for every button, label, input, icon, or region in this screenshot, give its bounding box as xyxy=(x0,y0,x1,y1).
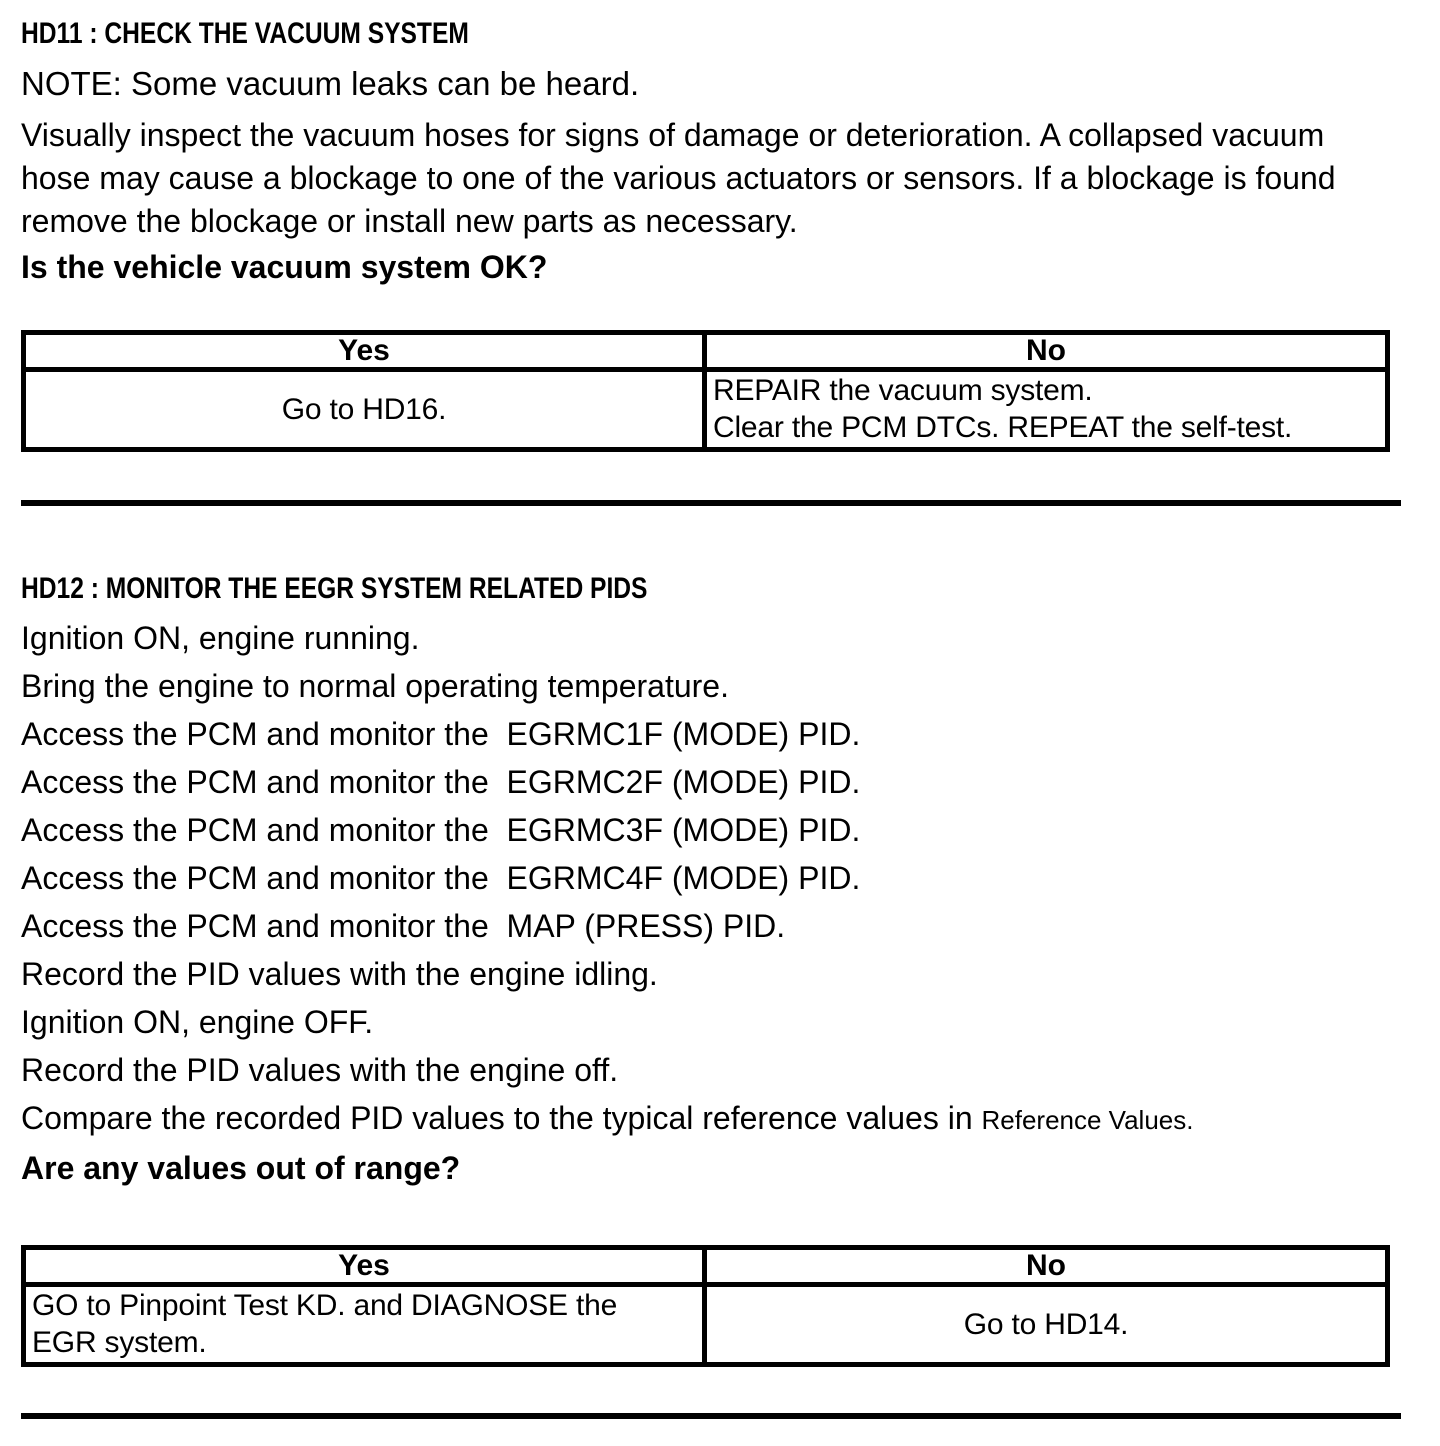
hd12-compare-text: Compare the recorded PID values to the typical reference values in xyxy=(21,1100,982,1136)
hd12-step-1: Ignition ON, engine running. xyxy=(21,620,420,656)
hd11-table-header-row xyxy=(24,333,1388,370)
hd11-paragraph-line-1: Visually inspect the vacuum hoses for signs of damage or deterioration. A collapsed vacuum xyxy=(21,117,1325,153)
hd12-yes-header: Yes xyxy=(24,1248,705,1285)
hd12-heading xyxy=(21,572,1419,605)
hd11-paragraph-line-3: remove the blockage or install new parts as necessary. xyxy=(21,203,798,239)
hd12-step-2: Bring the engine to normal operating temperature. xyxy=(21,668,729,704)
hd12-step-10: Record the PID values with the engine off. xyxy=(21,1052,619,1088)
hd12-step-5: Access the PCM and monitor the EGRMC3F (MODE) PID. xyxy=(21,812,861,848)
hd11-decision-table xyxy=(21,330,1390,452)
hd12-table-body-row xyxy=(24,1285,1388,1365)
hd12-yes-cell-line-1: GO to Pinpoint Test KD. and DIAGNOSE the xyxy=(32,1289,618,1322)
hd12-steps xyxy=(21,614,1419,1192)
hd12-step-6: Access the PCM and monitor the EGRMC4F (MODE) PID. xyxy=(21,860,861,896)
hd11-no-header: No xyxy=(705,333,1388,370)
hd12-step-8: Record the PID values with the engine idling. xyxy=(21,956,658,992)
hd11-yes-header: Yes xyxy=(24,333,705,370)
hd12-no-header: No xyxy=(705,1248,1388,1285)
hd12-step-4: Access the PCM and monitor the EGRMC2F (MODE) PID. xyxy=(21,764,861,800)
hd11-no-cell-line-1: REPAIR the vacuum system. xyxy=(713,374,1093,407)
hd11-note: NOTE: Some vacuum leaks can be heard. xyxy=(21,65,640,102)
hd12-table-header-row xyxy=(24,1248,1388,1285)
hd11-no-cell xyxy=(705,370,1388,450)
hd12-compare-step xyxy=(21,1094,1419,1144)
hd12-no-cell: Go to HD14. xyxy=(963,1308,1129,1341)
hd12-decision-table xyxy=(21,1245,1390,1367)
hd11-question: Is the vehicle vacuum system OK? xyxy=(21,249,548,285)
hd11-paragraph-line-2: hose may cause a blockage to one of the various actuators or sensors. If a blockage is found xyxy=(21,160,1336,196)
hd11-paragraph xyxy=(21,114,1419,243)
hd12-yes-cell-line-2: EGR system. xyxy=(32,1326,207,1359)
hd12-heading-text: HD12 : MONITOR THE EEGR SYSTEM RELATED PIDS xyxy=(21,572,648,605)
hd11-no-cell-line-2: Clear the PCM DTCs. REPEAT the self-test. xyxy=(713,411,1293,444)
hd12-step-9: Ignition ON, engine OFF. xyxy=(21,1004,374,1040)
page-bottom-rule xyxy=(21,1413,1401,1419)
hd12-yes-cell xyxy=(24,1285,705,1365)
hd11-table-body-row xyxy=(24,370,1388,450)
hd12-step-3: Access the PCM and monitor the EGRMC1F (MODE) PID. xyxy=(21,716,861,752)
hd11-heading xyxy=(21,17,1419,50)
section-divider-rule xyxy=(21,500,1401,506)
hd11-yes-cell: Go to HD16. xyxy=(24,370,705,450)
reference-values-link[interactable]: Reference Values. xyxy=(981,1105,1194,1135)
hd11-heading-text: HD11 : CHECK THE VACUUM SYSTEM xyxy=(21,17,469,50)
hd12-step-7: Access the PCM and monitor the MAP (PRESS) PID. xyxy=(21,908,786,944)
hd12-question: Are any values out of range? xyxy=(21,1150,461,1186)
